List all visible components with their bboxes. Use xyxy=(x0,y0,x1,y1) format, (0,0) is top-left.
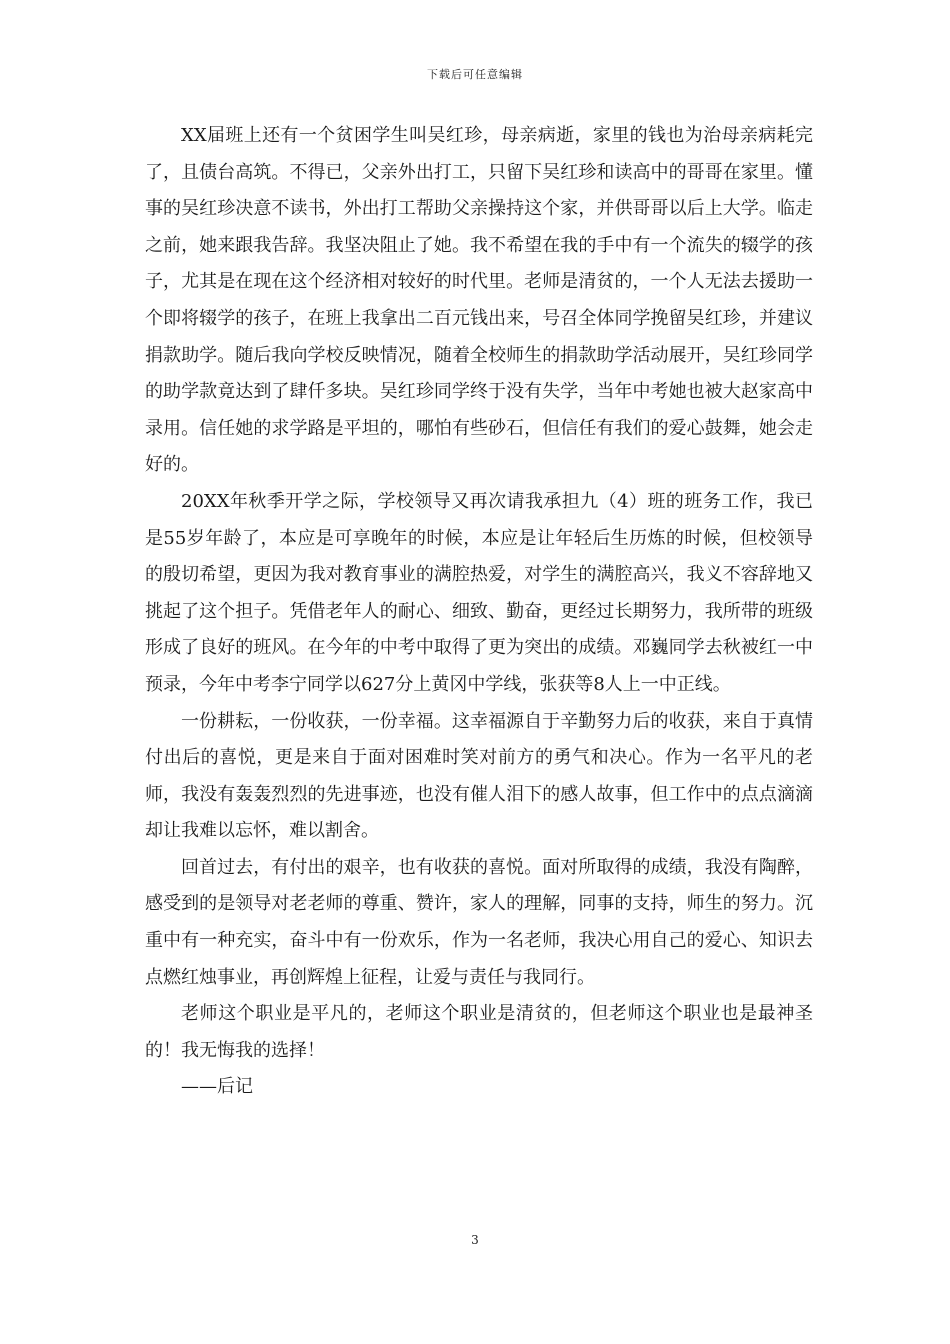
paragraph-1: XX届班上还有一个贫困学生叫吴红珍，母亲病逝，家里的钱也为治母亲病耗完了，且债台高筑。不得已，父亲外出打工，只留下吴红珍和读高中的哥哥在家里。懂事的吴红珍决意不读书，外出打工帮助父亲操持这个家，并供哥哥以后上大学。临走之前，她来跟我告辞。我坚决阻止了她。我不希望在我的手中有一个流失的辍学的孩子，尤其是在现在这个经济相对较好的时代里。老师是清贫的，一个人无法去援助一个即将辍学的孩子，在班上我拿出二百元钱出来，号召全体同学挽留吴红珍，并建议捐款助学。随后我向学校反映情况，随着全校师生的捐款助学活动展开，吴红珍同学的助学款竟达到了肆仟多块。吴红珍同学终于没有失学，当年中考她也被大赵家高中录用。信任她的求学路是平坦的，哪怕有些砂石，但信任有我们的爱心鼓舞，她会走好的。 xyxy=(145,125,813,476)
page-number: 3 xyxy=(471,1233,479,1247)
paragraph-4: 回首过去，有付出的艰辛，也有收获的喜悦。面对所取得的成绩，我没有陶醉，感受到的是领导对老老师的尊重、赞许，家人的理解，同事的支持，师生的努力。沉重中有一种充实，奋斗中有一份欢乐，作为一名老师，我决心用自己的爱心、知识去点燃红烛事业，再创辉煌上征程，让爱与责任与我同行。 xyxy=(145,856,813,988)
signature: ——后记 xyxy=(181,1076,253,1098)
paragraph-5: 老师这个职业是平凡的，老师这个职业是清贫的，但老师这个职业也是最神圣的！我无悔我的选择！ xyxy=(145,1003,813,1061)
document-body xyxy=(145,118,813,1106)
page-header: 下载后可任意编辑 xyxy=(427,68,523,81)
paragraph-3: 一份耕耘，一份收获，一份幸福。这幸福源自于辛勤努力后的收获，来自于真情付出后的喜悦，更是来自于面对困难时笑对前方的勇气和决心。作为一名平凡的老师，我没有轰轰烈烈的先进事迹，也没有催人泪下的感人故事，但工作中的点点滴滴却让我难以忘怀，难以割舍。 xyxy=(145,710,813,842)
paragraph-2: 20XX年秋季开学之际，学校领导又再次请我承担九（4）班的班务工作，我已是55岁年龄了，本应是可享晚年的时候，本应是让年轻后生历炼的时候，但校领导的殷切希望，更因为我对教育事业的满腔热爱，对学生的满腔高兴，我义不容辞地又挑起了这个担子。凭借老年人的耐心、细致、勤奋，更经过长期努力，我所带的班级形成了良好的班风。在今年的中考中取得了更为突出的成绩。邓巍同学去秋被红一中预录，今年中考李宁同学以627分上黄冈中学线，张获等8人上一中正线。 xyxy=(145,490,813,695)
